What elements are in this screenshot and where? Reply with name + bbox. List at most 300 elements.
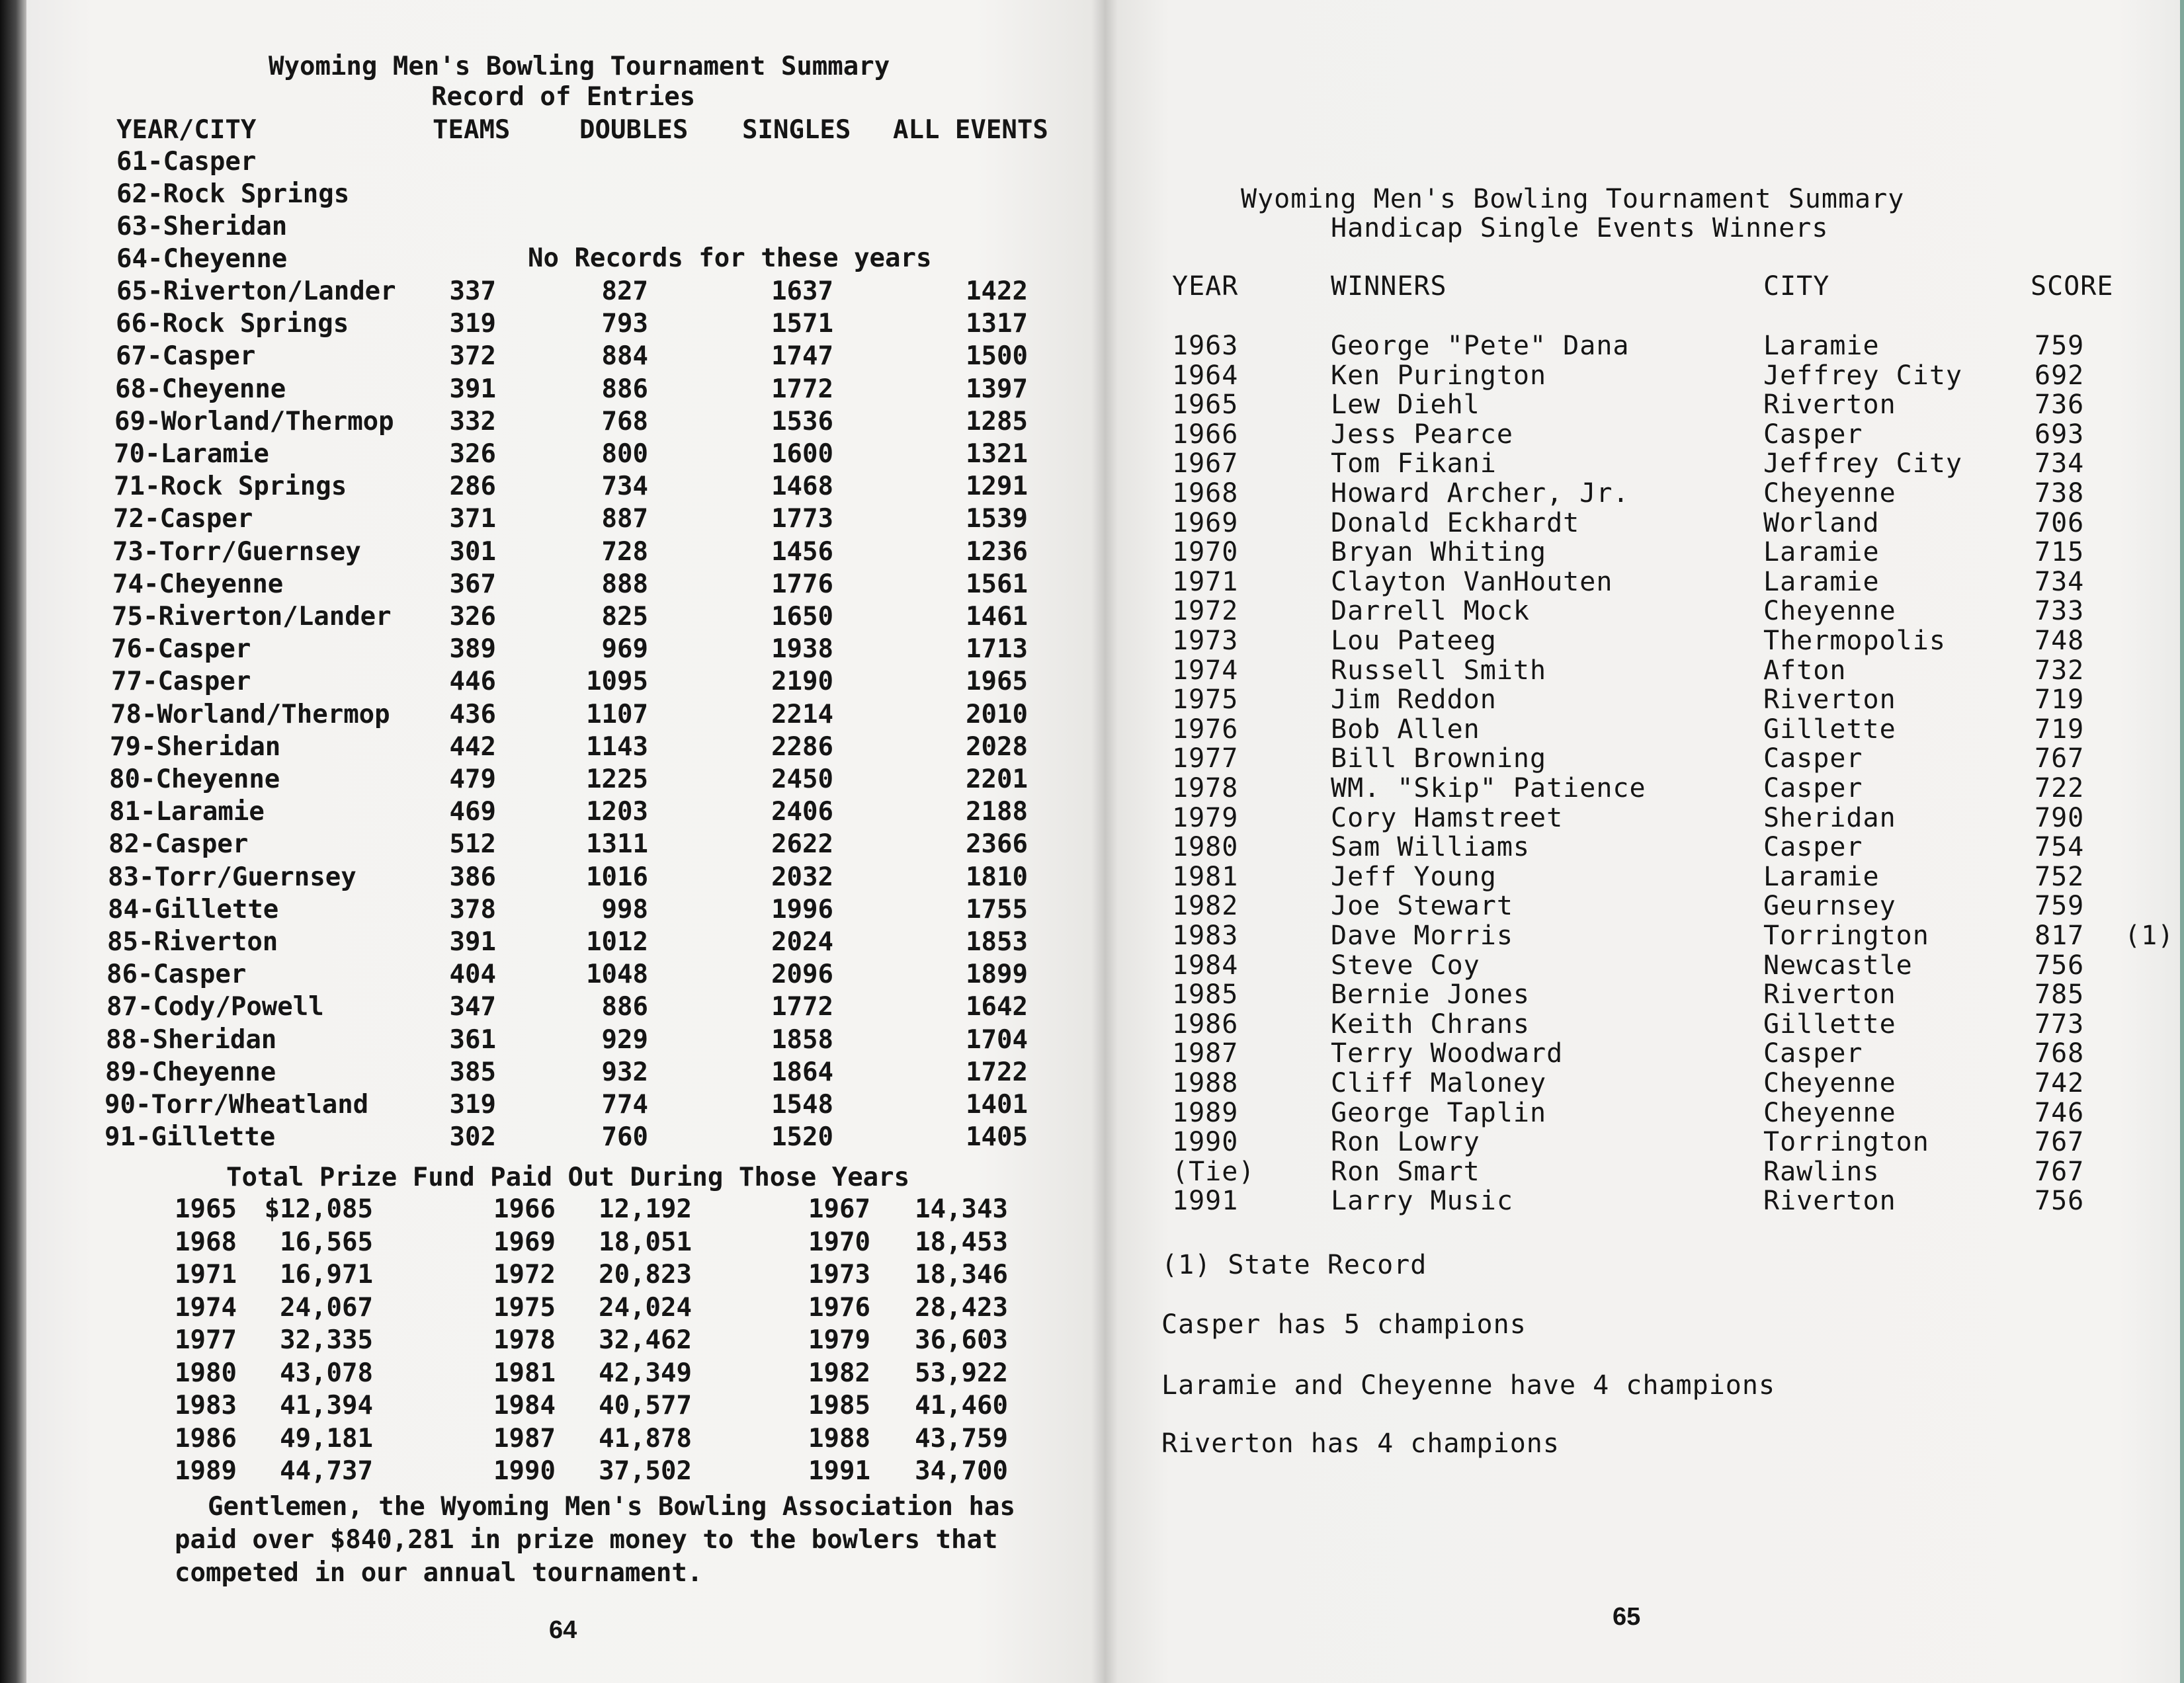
winner-score: 738 [2035, 478, 2085, 509]
page-64 [26, 0, 1105, 1683]
entry-all-events: 1899 [966, 960, 1028, 989]
entry-all-events: 1704 [966, 1025, 1028, 1055]
entry-all-events: 1321 [966, 439, 1028, 469]
winner-name: Cory Hamstreet [1331, 803, 1564, 833]
entry-doubles: 1311 [586, 829, 648, 859]
winner-city: Thermopolis [1763, 626, 1946, 656]
prize-amount: 32,335 [280, 1325, 373, 1355]
entry-singles: 2190 [771, 667, 833, 696]
entry-all-events: 1810 [966, 862, 1028, 892]
prize-amount: 16,971 [280, 1260, 373, 1290]
winner-name: Jeff Young [1331, 862, 1497, 892]
entry-year-city: 80-Cheyenne [109, 764, 280, 794]
winner-year: 1968 [1172, 478, 1239, 509]
prize-year: 1969 [493, 1227, 556, 1257]
entry-all-events: 1461 [966, 602, 1028, 632]
winner-name: Tom Fikani [1331, 448, 1497, 479]
entry-year-city: 86-Casper [106, 960, 247, 989]
entry-year-city: 84-Gillette [108, 895, 279, 924]
winner-year: 1983 [1172, 921, 1239, 951]
winner-name: Cliff Maloney [1331, 1068, 1547, 1098]
prize-amount: 41,878 [599, 1424, 692, 1454]
winner-score: 759 [2035, 331, 2085, 361]
prize-amount: 28,423 [915, 1293, 1008, 1323]
entry-teams: 372 [449, 341, 496, 371]
winner-score: 817 [2035, 921, 2085, 951]
entry-all-events: 1965 [966, 667, 1028, 696]
prize-year: 1977 [175, 1325, 237, 1355]
prize-year: 1975 [493, 1293, 556, 1323]
entry-teams: 337 [449, 276, 496, 306]
entry-singles: 1650 [771, 602, 833, 632]
entry-singles: 1536 [771, 407, 833, 436]
prize-year: 1970 [808, 1227, 870, 1257]
entry-doubles: 768 [601, 407, 648, 436]
winner-year: 1963 [1172, 331, 1239, 361]
prize-heading: Total Prize Fund Paid Out During Those Years [226, 1163, 910, 1192]
winner-year: 1987 [1172, 1038, 1239, 1069]
entry-teams: 332 [449, 407, 496, 436]
winner-city: Laramie [1763, 862, 1880, 892]
entry-all-events: 1713 [966, 634, 1028, 664]
winner-score: 733 [2035, 596, 2085, 626]
entry-teams: 326 [449, 602, 496, 632]
entry-teams: 404 [449, 960, 496, 989]
winner-name: Lew Diehl [1331, 390, 1480, 420]
entry-teams: 361 [449, 1025, 496, 1055]
entry-doubles: 827 [601, 276, 648, 306]
prize-amount: $12,085 [264, 1194, 373, 1224]
entry-year-city: 81-Laramie [109, 797, 265, 827]
winner-city: Rawlins [1763, 1157, 1880, 1187]
entry-year-city: 66-Rock Springs [116, 309, 349, 339]
entry-all-events: 1853 [966, 927, 1028, 957]
winner-name: Darrell Mock [1331, 596, 1530, 626]
entry-all-events: 2028 [966, 732, 1028, 762]
winner-year: 1986 [1172, 1009, 1239, 1040]
entry-year-city: 77-Casper [111, 667, 251, 696]
entry-year-city: 75-Riverton/Lander [112, 602, 392, 632]
winner-name: Bryan Whiting [1331, 537, 1547, 567]
entry-year-city: 89-Cheyenne [105, 1057, 276, 1087]
col-header-teams: TEAMS [433, 115, 511, 145]
prize-year: 1967 [808, 1194, 870, 1224]
entry-teams: 385 [449, 1057, 496, 1087]
entry-doubles: 825 [601, 602, 648, 632]
entry-doubles: 1012 [586, 927, 648, 957]
winner-note: (1) [2124, 921, 2175, 951]
winner-city: Geurnsey [1763, 891, 1896, 921]
winner-city: Jeffrey City [1763, 448, 1962, 479]
entry-all-events: 1500 [966, 341, 1028, 371]
winner-name: Howard Archer, Jr. [1331, 478, 1630, 509]
no-record-year: 64-Cheyenne [116, 244, 288, 274]
entry-singles: 1747 [771, 341, 833, 371]
entry-doubles: 728 [601, 537, 648, 567]
entry-singles: 2214 [771, 700, 833, 729]
winner-score: 734 [2035, 567, 2085, 597]
prize-year: 1988 [808, 1424, 870, 1454]
winner-city: Cheyenne [1763, 1098, 1896, 1128]
prize-amount: 32,462 [599, 1325, 692, 1355]
col-header-singles: SINGLES [742, 115, 851, 145]
entries-subtitle: Record of Entries [431, 82, 696, 112]
entry-singles: 2032 [771, 862, 833, 892]
entry-doubles: 888 [601, 569, 648, 599]
entry-all-events: 1291 [966, 472, 1028, 501]
winner-name: WM. "Skip" Patience [1331, 773, 1646, 803]
entry-year-city: 76-Casper [111, 634, 251, 664]
winner-year: 1978 [1172, 773, 1239, 803]
winner-score: 748 [2035, 626, 2085, 656]
prize-amount: 34,700 [915, 1456, 1008, 1486]
entry-teams: 319 [449, 1090, 496, 1120]
entry-doubles: 1143 [586, 732, 648, 762]
entry-all-events: 2201 [966, 764, 1028, 794]
entry-doubles: 887 [601, 504, 648, 534]
entry-teams: 367 [449, 569, 496, 599]
winner-city: Riverton [1763, 390, 1896, 420]
winner-year: 1979 [1172, 803, 1239, 833]
winner-city: Riverton [1763, 979, 1896, 1010]
winner-name: Joe Stewart [1331, 891, 1513, 921]
winner-city: Worland [1763, 508, 1880, 538]
winner-city: Sheridan [1763, 803, 1896, 833]
winner-year: 1980 [1172, 832, 1239, 862]
winner-score: 767 [2035, 1157, 2085, 1187]
entry-doubles: 884 [601, 341, 648, 371]
prize-year: 1965 [175, 1194, 237, 1224]
entry-singles: 1548 [771, 1090, 833, 1120]
col-header-all-events: ALL EVENTS [893, 115, 1048, 145]
prize-amount: 41,460 [915, 1391, 1008, 1420]
page-number-right: 65 [1613, 1603, 1641, 1631]
entry-teams: 319 [449, 309, 496, 339]
winner-city: Newcastle [1763, 950, 1913, 981]
prize-year: 1966 [493, 1194, 556, 1224]
col-header-score: SCORE [2031, 271, 2114, 302]
entry-teams: 326 [449, 439, 496, 469]
winner-year: 1966 [1172, 419, 1239, 450]
winner-year: 1967 [1172, 448, 1239, 479]
entry-all-events: 2366 [966, 829, 1028, 859]
prize-amount: 53,922 [915, 1358, 1008, 1388]
winner-name: Bob Allen [1331, 714, 1480, 745]
winner-name: Dave Morris [1331, 921, 1513, 951]
entry-all-events: 1561 [966, 569, 1028, 599]
entry-year-city: 71-Rock Springs [114, 472, 347, 501]
prize-amount: 41,394 [280, 1391, 373, 1420]
winner-name: Jim Reddon [1331, 684, 1497, 715]
entry-doubles: 932 [601, 1057, 648, 1087]
entry-singles: 2286 [771, 732, 833, 762]
prize-amount: 18,453 [915, 1227, 1008, 1257]
prize-year: 1991 [808, 1456, 870, 1486]
prize-year: 1983 [175, 1391, 237, 1420]
note-riverton: Riverton has 4 champions [1161, 1428, 1560, 1459]
winner-score: 719 [2035, 714, 2085, 745]
entry-year-city: 90-Torr/Wheatland [105, 1090, 369, 1120]
prize-year: 1981 [493, 1358, 556, 1388]
entry-teams: 286 [449, 472, 496, 501]
winner-city: Casper [1763, 1038, 1863, 1069]
page-65 [1105, 0, 2184, 1683]
winner-name: Terry Woodward [1331, 1038, 1564, 1069]
entry-all-events: 1236 [966, 537, 1028, 567]
prize-year: 1971 [175, 1260, 237, 1290]
prize-amount: 44,737 [280, 1456, 373, 1486]
col-header-year-city: YEAR/CITY [116, 115, 257, 145]
winner-score: 722 [2035, 773, 2085, 803]
winner-name: Ron Lowry [1331, 1127, 1480, 1157]
entry-year-city: 88-Sheridan [106, 1025, 277, 1055]
entry-year-city: 82-Casper [108, 829, 249, 859]
winner-year: 1976 [1172, 714, 1239, 745]
winner-score: 756 [2035, 1186, 2085, 1216]
prize-amount: 18,051 [599, 1227, 692, 1257]
entry-teams: 378 [449, 895, 496, 924]
winner-year: 1977 [1172, 743, 1239, 774]
winners-title: Wyoming Men's Bowling Tournament Summary [1241, 184, 1905, 214]
winner-city: Cheyenne [1763, 478, 1896, 509]
winner-score: 754 [2035, 832, 2085, 862]
winner-score: 715 [2035, 537, 2085, 567]
winner-city: Jeffrey City [1763, 360, 1962, 391]
winner-city: Torrington [1763, 921, 1929, 951]
entry-singles: 1468 [771, 472, 833, 501]
winner-name: Bernie Jones [1331, 979, 1530, 1010]
winner-name: Ken Purington [1331, 360, 1547, 391]
winner-year: 1965 [1172, 390, 1239, 420]
entry-doubles: 1225 [586, 764, 648, 794]
entry-teams: 302 [449, 1122, 496, 1152]
closing-line-3: competed in our annual tournament. [175, 1558, 703, 1588]
page-edge [2180, 0, 2184, 1683]
prize-year: 1968 [175, 1227, 237, 1257]
winner-score: 767 [2035, 1127, 2085, 1157]
winner-year: 1964 [1172, 360, 1239, 391]
note-laramie-cheyenne: Laramie and Cheyenne have 4 champions [1161, 1370, 1776, 1401]
winner-year: 1969 [1172, 508, 1239, 538]
entry-year-city: 87-Cody/Powell [106, 992, 324, 1022]
entry-singles: 2622 [771, 829, 833, 859]
entry-doubles: 793 [601, 309, 648, 339]
no-record-year: 62-Rock Springs [116, 179, 350, 209]
entry-singles: 1571 [771, 309, 833, 339]
winner-city: Gillette [1763, 714, 1896, 745]
entry-singles: 2450 [771, 764, 833, 794]
prize-amount: 43,759 [915, 1424, 1008, 1454]
winner-year: 1981 [1172, 862, 1239, 892]
entry-year-city: 65-Riverton/Lander [116, 276, 396, 306]
entry-doubles: 929 [601, 1025, 648, 1055]
winner-year: 1990 [1172, 1127, 1239, 1157]
entry-teams: 386 [449, 862, 496, 892]
prize-amount: 24,024 [599, 1293, 692, 1323]
prize-year: 1984 [493, 1391, 556, 1420]
closing-line-1: Gentlemen, the Wyoming Men's Bowling Association has [208, 1492, 1015, 1522]
entry-doubles: 1107 [586, 700, 648, 729]
entry-all-events: 1755 [966, 895, 1028, 924]
winner-score: 742 [2035, 1068, 2085, 1098]
winner-score: 790 [2035, 803, 2085, 833]
no-records-note: No Records for these years [528, 243, 932, 273]
col-header-year: YEAR [1172, 271, 1239, 302]
entry-doubles: 1203 [586, 797, 648, 827]
entry-all-events: 1285 [966, 407, 1028, 436]
winner-city: Torrington [1763, 1127, 1929, 1157]
no-record-year: 61-Casper [116, 147, 257, 177]
entry-year-city: 79-Sheridan [110, 732, 281, 762]
col-header-doubles: DOUBLES [579, 115, 689, 145]
winner-city: Casper [1763, 419, 1863, 450]
winner-city: Gillette [1763, 1009, 1896, 1040]
winner-score: 693 [2035, 419, 2085, 450]
state-record-footnote: (1) State Record [1161, 1250, 1427, 1280]
prize-amount: 24,067 [280, 1293, 373, 1323]
winner-year: 1970 [1172, 537, 1239, 567]
prize-amount: 14,343 [915, 1194, 1008, 1224]
winner-city: Casper [1763, 743, 1863, 774]
winner-name: Bill Browning [1331, 743, 1547, 774]
prize-year: 1986 [175, 1424, 237, 1454]
prize-year: 1973 [808, 1260, 870, 1290]
prize-amount: 40,577 [599, 1391, 692, 1420]
entry-singles: 1864 [771, 1057, 833, 1087]
winner-year: (Tie) [1172, 1157, 1255, 1187]
entry-all-events: 2010 [966, 700, 1028, 729]
entry-singles: 1938 [771, 634, 833, 664]
winner-city: Cheyenne [1763, 1068, 1896, 1098]
entry-singles: 1456 [771, 537, 833, 567]
prize-year: 1990 [493, 1456, 556, 1486]
winner-name: Clayton VanHouten [1331, 567, 1613, 597]
entry-singles: 1996 [771, 895, 833, 924]
entry-doubles: 800 [601, 439, 648, 469]
entry-year-city: 68-Cheyenne [115, 374, 286, 404]
entry-year-city: 69-Worland/Thermop [114, 407, 394, 436]
winner-name: Lou Pateeg [1331, 626, 1497, 656]
col-header-winners: WINNERS [1331, 271, 1447, 302]
entry-teams: 389 [449, 634, 496, 664]
winner-city: Casper [1763, 832, 1863, 862]
entry-singles: 1773 [771, 504, 833, 534]
entry-singles: 1772 [771, 374, 833, 404]
winner-name: George "Pete" Dana [1331, 331, 1630, 361]
winner-score: 785 [2035, 979, 2085, 1010]
entry-doubles: 998 [601, 895, 648, 924]
winner-city: Laramie [1763, 537, 1880, 567]
winner-score: 706 [2035, 508, 2085, 538]
winner-city: Riverton [1763, 1186, 1896, 1216]
winner-name: George Taplin [1331, 1098, 1547, 1128]
closing-line-2: paid over $840,281 in prize money to the bowlers that [175, 1525, 998, 1555]
winner-score: 752 [2035, 862, 2085, 892]
winner-score: 734 [2035, 448, 2085, 479]
entry-year-city: 85-Riverton [107, 927, 278, 957]
winner-name: Larry Music [1331, 1186, 1513, 1216]
page-number-left: 64 [549, 1616, 577, 1644]
entry-teams: 446 [449, 667, 496, 696]
entry-all-events: 1401 [966, 1090, 1028, 1120]
winner-city: Cheyenne [1763, 596, 1896, 626]
entry-year-city: 91-Gillette [105, 1122, 276, 1152]
entry-teams: 371 [449, 504, 496, 534]
book-gutter [1091, 0, 1118, 1683]
entry-teams: 479 [449, 764, 496, 794]
winner-score: 732 [2035, 655, 2085, 686]
prize-amount: 37,502 [599, 1456, 692, 1486]
prize-amount: 16,565 [280, 1227, 373, 1257]
entry-year-city: 67-Casper [116, 341, 256, 371]
winner-score: 773 [2035, 1009, 2085, 1040]
prize-amount: 36,603 [915, 1325, 1008, 1355]
entry-doubles: 760 [601, 1122, 648, 1152]
entry-singles: 1520 [771, 1122, 833, 1152]
entry-singles: 1637 [771, 276, 833, 306]
entry-doubles: 774 [601, 1090, 648, 1120]
winner-year: 1991 [1172, 1186, 1239, 1216]
winner-name: Sam Williams [1331, 832, 1530, 862]
entry-teams: 347 [449, 992, 496, 1022]
winner-score: 719 [2035, 684, 2085, 715]
winners-subtitle: Handicap Single Events Winners [1331, 213, 1829, 243]
prize-amount: 42,349 [599, 1358, 692, 1388]
prize-year: 1974 [175, 1293, 237, 1323]
prize-year: 1980 [175, 1358, 237, 1388]
winner-name: Russell Smith [1331, 655, 1547, 686]
prize-year: 1979 [808, 1325, 870, 1355]
winner-year: 1985 [1172, 979, 1239, 1010]
prize-amount: 18,346 [915, 1260, 1008, 1290]
entry-doubles: 1016 [586, 862, 648, 892]
entry-singles: 1772 [771, 992, 833, 1022]
entry-singles: 1776 [771, 569, 833, 599]
winner-score: 756 [2035, 950, 2085, 981]
entry-all-events: 1405 [966, 1122, 1028, 1152]
prize-amount: 49,181 [280, 1424, 373, 1454]
winner-name: Steve Coy [1331, 950, 1480, 981]
book-cover-edge [0, 0, 26, 1683]
entry-teams: 512 [449, 829, 496, 859]
prize-year: 1978 [493, 1325, 556, 1355]
prize-year: 1989 [175, 1456, 237, 1486]
entry-teams: 391 [449, 374, 496, 404]
note-casper: Casper has 5 champions [1161, 1309, 1527, 1340]
entry-all-events: 2188 [966, 797, 1028, 827]
entry-year-city: 83-Torr/Guernsey [108, 862, 357, 892]
entry-teams: 301 [449, 537, 496, 567]
winner-city: Riverton [1763, 684, 1896, 715]
entry-doubles: 1048 [586, 960, 648, 989]
winner-score: 746 [2035, 1098, 2085, 1128]
col-header-city: CITY [1763, 271, 1830, 302]
winner-name: Donald Eckhardt [1331, 508, 1580, 538]
winner-year: 1975 [1172, 684, 1239, 715]
prize-year: 1987 [493, 1424, 556, 1454]
prize-amount: 43,078 [280, 1358, 373, 1388]
winner-year: 1974 [1172, 655, 1239, 686]
entry-doubles: 1095 [586, 667, 648, 696]
winner-year: 1982 [1172, 891, 1239, 921]
winner-year: 1973 [1172, 626, 1239, 656]
winner-year: 1972 [1172, 596, 1239, 626]
entry-all-events: 1397 [966, 374, 1028, 404]
winner-city: Laramie [1763, 331, 1880, 361]
entry-all-events: 1317 [966, 309, 1028, 339]
entry-year-city: 78-Worland/Thermop [110, 700, 390, 729]
entry-year-city: 73-Torr/Guernsey [112, 537, 361, 567]
